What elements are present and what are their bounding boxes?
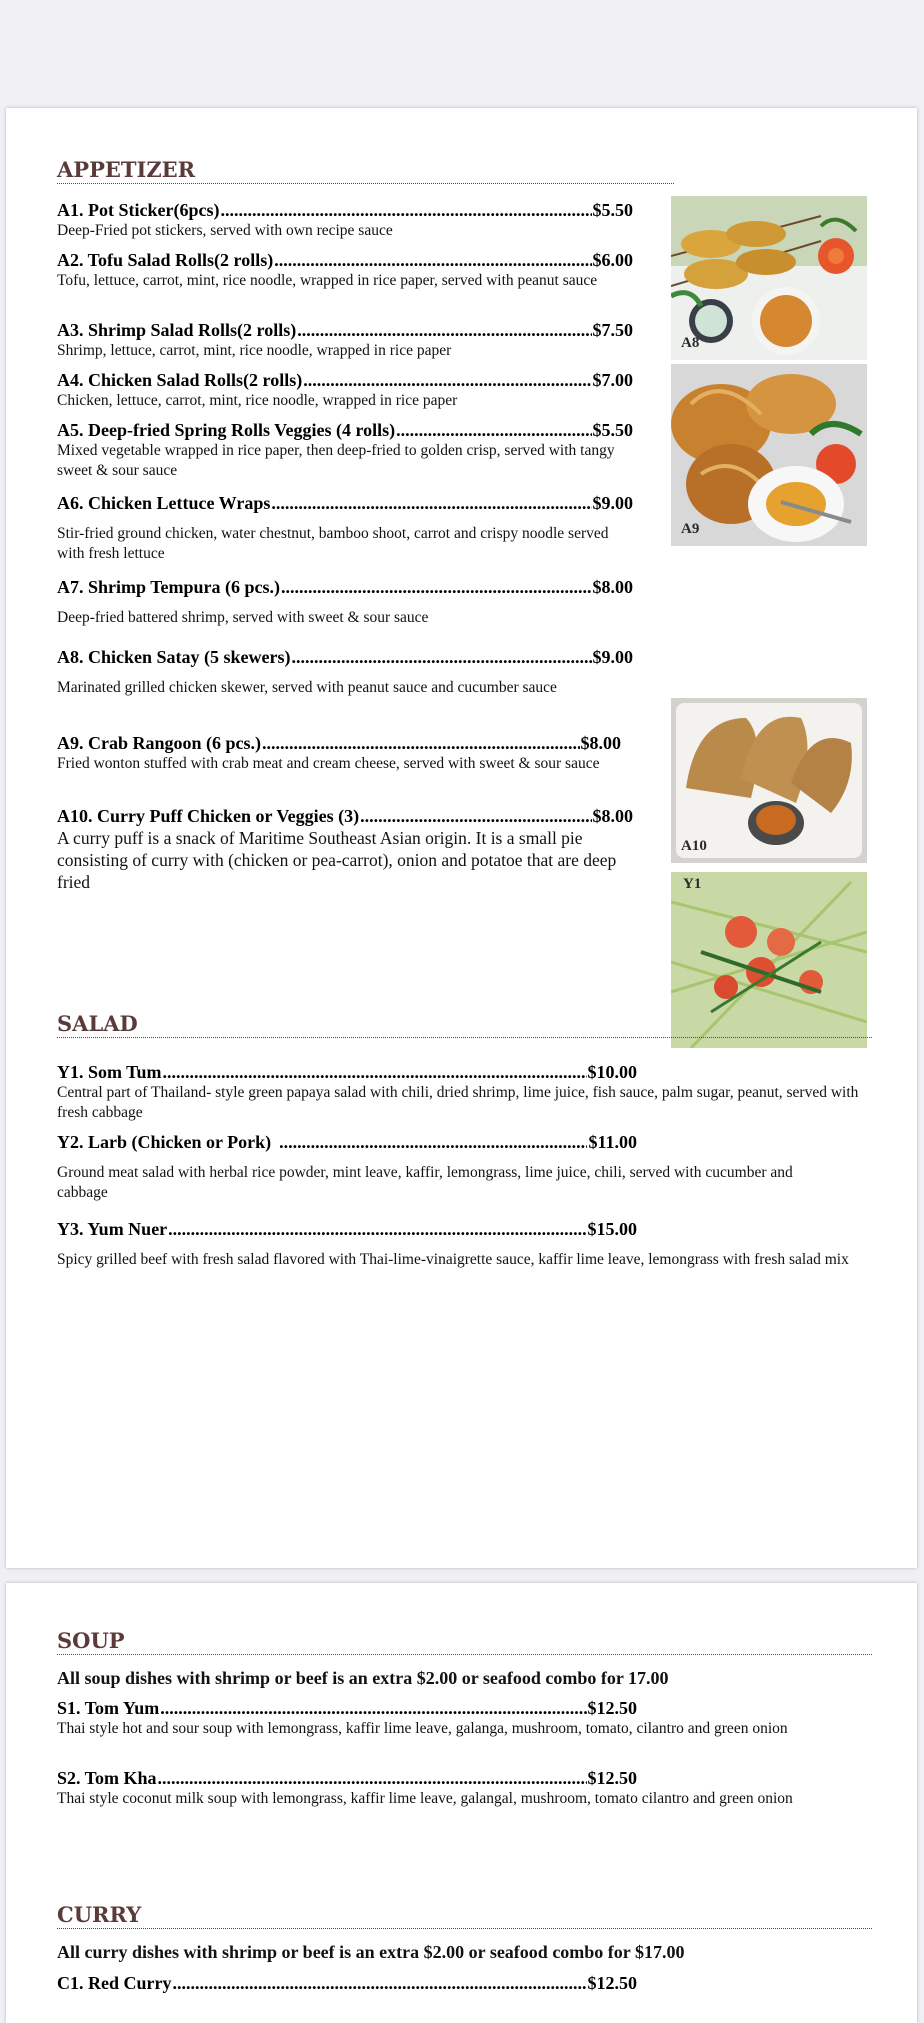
- item-header: [57, 1767, 637, 1789]
- curry-note: All curry dishes with shrimp or beef is an extra $2.00 or seafood combo for $17.00: [57, 1942, 685, 1962]
- item-description: Chicken, lettuce, carrot, mint, rice noodle, wrapped in rice paper: [57, 392, 458, 409]
- item-description: Tofu, lettuce, carrot, mint, rice noodle, wrapped in rice paper, served with peanut sauce: [57, 272, 598, 289]
- item-description: Mixed vegetable wrapped in rice paper, then deep-fried to golden crisp, served with tangy sweet & sour sauce: [57, 442, 615, 479]
- item-description: Spicy grilled beef with fresh salad flavored with Thai-lime-vinaigrette sauce, kaffir lime leave, lemongrass with fresh salad mix: [57, 1251, 849, 1268]
- item-price: $6.00: [592, 250, 633, 270]
- item-header: [57, 249, 633, 271]
- item-description: Thai style hot and sour soup with lemongrass, kaffir lime leave, galanga, mushroom, tomato, cilantro and green onion: [57, 1720, 788, 1737]
- item-name: A3. Shrimp Salad Rolls(2 rolls): [57, 320, 297, 340]
- item-header: [57, 805, 633, 827]
- menu-item: [57, 1061, 859, 1123]
- item-price: $9.00: [592, 493, 633, 513]
- item-name: A6. Chicken Lettuce Wraps: [57, 493, 271, 513]
- item-description: Stir-fried ground chicken, water chestnut, bamboo shoot, carrot and crispy noodle served with fresh lettuce: [57, 525, 609, 562]
- item-description: Central part of Thailand- style green papaya salad with chili, dried shrimp, lime juice, fish sauce, palm sugar, peanut, served with fresh cabbage: [57, 1084, 859, 1121]
- item-price: $8.00: [580, 733, 621, 753]
- item-price: $12.50: [587, 1973, 637, 1993]
- item-header: [57, 369, 633, 391]
- item-header: [57, 1061, 637, 1083]
- item-header: [57, 1218, 637, 1240]
- menu-item: [57, 646, 633, 698]
- menu-item: [57, 1972, 637, 1994]
- appetizer-title: APPETIZER: [57, 157, 674, 184]
- item-header: [57, 576, 633, 598]
- menu-item: [57, 199, 633, 241]
- item-description: Marinated grilled chicken skewer, served with peanut sauce and cucumber sauce: [57, 679, 557, 696]
- satay-photo: [671, 196, 867, 360]
- item-description: Deep-Fried pot stickers, served with own recipe sauce: [57, 222, 393, 239]
- item-price: $8.00: [592, 806, 633, 826]
- item-description: Ground meat salad with herbal rice powder, mint leave, kaffir, lemongrass, lime juice, chili, served with cucumber and cabbage: [57, 1164, 793, 1201]
- curry-puff-photo: [671, 698, 867, 863]
- soup-note: All soup dishes with shrimp or beef is an extra $2.00 or seafood combo for 17.00: [57, 1668, 669, 1688]
- spring-rolls-photo: [671, 364, 867, 546]
- item-name: A5. Deep-fried Spring Rolls Veggies (4 rolls): [57, 420, 396, 440]
- item-price: $12.50: [587, 1698, 637, 1718]
- item-price: $11.00: [588, 1132, 637, 1152]
- spring-rolls-image: [671, 364, 867, 546]
- menu-item: [57, 805, 633, 893]
- item-name: A8. Chicken Satay (5 skewers): [57, 647, 291, 667]
- item-name: S1. Tom Yum: [57, 1698, 160, 1718]
- item-description: Shrimp, lettuce, carrot, mint, rice noodle, wrapped in rice paper: [57, 342, 452, 359]
- item-header: [57, 1131, 637, 1153]
- item-name: A1. Pot Sticker(6pcs): [57, 200, 220, 220]
- photo-label: Y1: [683, 876, 702, 892]
- item-header: [57, 492, 633, 514]
- item-name: S2. Tom Kha: [57, 1768, 157, 1788]
- menu-item: [57, 369, 633, 411]
- item-price: $5.50: [592, 200, 633, 220]
- menu-item: [57, 732, 621, 774]
- menu-item: [57, 1131, 793, 1203]
- item-name: A2. Tofu Salad Rolls(2 rolls): [57, 250, 274, 270]
- item-description: Deep-fried battered shrimp, served with sweet & sour sauce: [57, 609, 429, 626]
- item-description: Fried wonton stuffed with crab meat and cream cheese, served with sweet & sour sauce: [57, 755, 600, 772]
- menu-item: [57, 1697, 788, 1739]
- item-price: $5.50: [592, 420, 633, 440]
- item-price: $12.50: [587, 1768, 637, 1788]
- menu-item: [57, 419, 633, 481]
- item-name: A10. Curry Puff Chicken or Veggies (3): [57, 806, 360, 826]
- menu-item: [57, 319, 633, 361]
- item-header: [57, 646, 633, 668]
- menu-page-1: [6, 108, 917, 1568]
- item-name: C1. Red Curry: [57, 1973, 172, 1993]
- item-description: A curry puff is a snack of Maritime Southeast Asian origin. It is a small pie consisting of curry with (chicken or pea-carrot), onion and potatoe that are deep fried: [57, 828, 617, 892]
- curry-title: CURRY: [57, 1902, 872, 1929]
- item-header: [57, 732, 621, 754]
- satay-image: [671, 196, 867, 360]
- item-header: [57, 1697, 637, 1719]
- menu-item: [57, 576, 633, 628]
- item-name: Y1. Som Tum: [57, 1062, 162, 1082]
- soup-title: SOUP: [57, 1628, 872, 1655]
- menu-item: [57, 1767, 793, 1809]
- photo-label: A8: [681, 335, 700, 351]
- item-name: A4. Chicken Salad Rolls(2 rolls): [57, 370, 303, 390]
- menu-item: [57, 1218, 849, 1270]
- menu-item: [57, 249, 633, 291]
- menu-page-2: [6, 1583, 917, 2023]
- item-price: $15.00: [587, 1219, 637, 1239]
- item-name: Y3. Yum Nuer: [57, 1219, 168, 1239]
- item-header: [57, 199, 633, 221]
- item-name: A7. Shrimp Tempura (6 pcs.): [57, 577, 281, 597]
- item-price: $10.00: [587, 1062, 637, 1082]
- item-header: [57, 1972, 637, 1994]
- photo-label: A9: [681, 521, 700, 537]
- item-price: $7.50: [592, 320, 633, 340]
- item-name: Y2. Larb (Chicken or Pork): [57, 1132, 272, 1152]
- item-description: Thai style coconut milk soup with lemongrass, kaffir lime leave, galangal, mushroom, tomato cilantro and green onion: [57, 1790, 793, 1807]
- menu-item: [57, 492, 633, 564]
- item-price: $8.00: [592, 577, 633, 597]
- item-price: $9.00: [592, 647, 633, 667]
- photo-label: A10: [681, 838, 707, 854]
- item-header: [57, 319, 633, 341]
- salad-title: SALAD: [57, 1011, 872, 1038]
- item-price: $7.00: [592, 370, 633, 390]
- item-name: A9. Crab Rangoon (6 pcs.): [57, 733, 262, 753]
- item-header: [57, 419, 633, 441]
